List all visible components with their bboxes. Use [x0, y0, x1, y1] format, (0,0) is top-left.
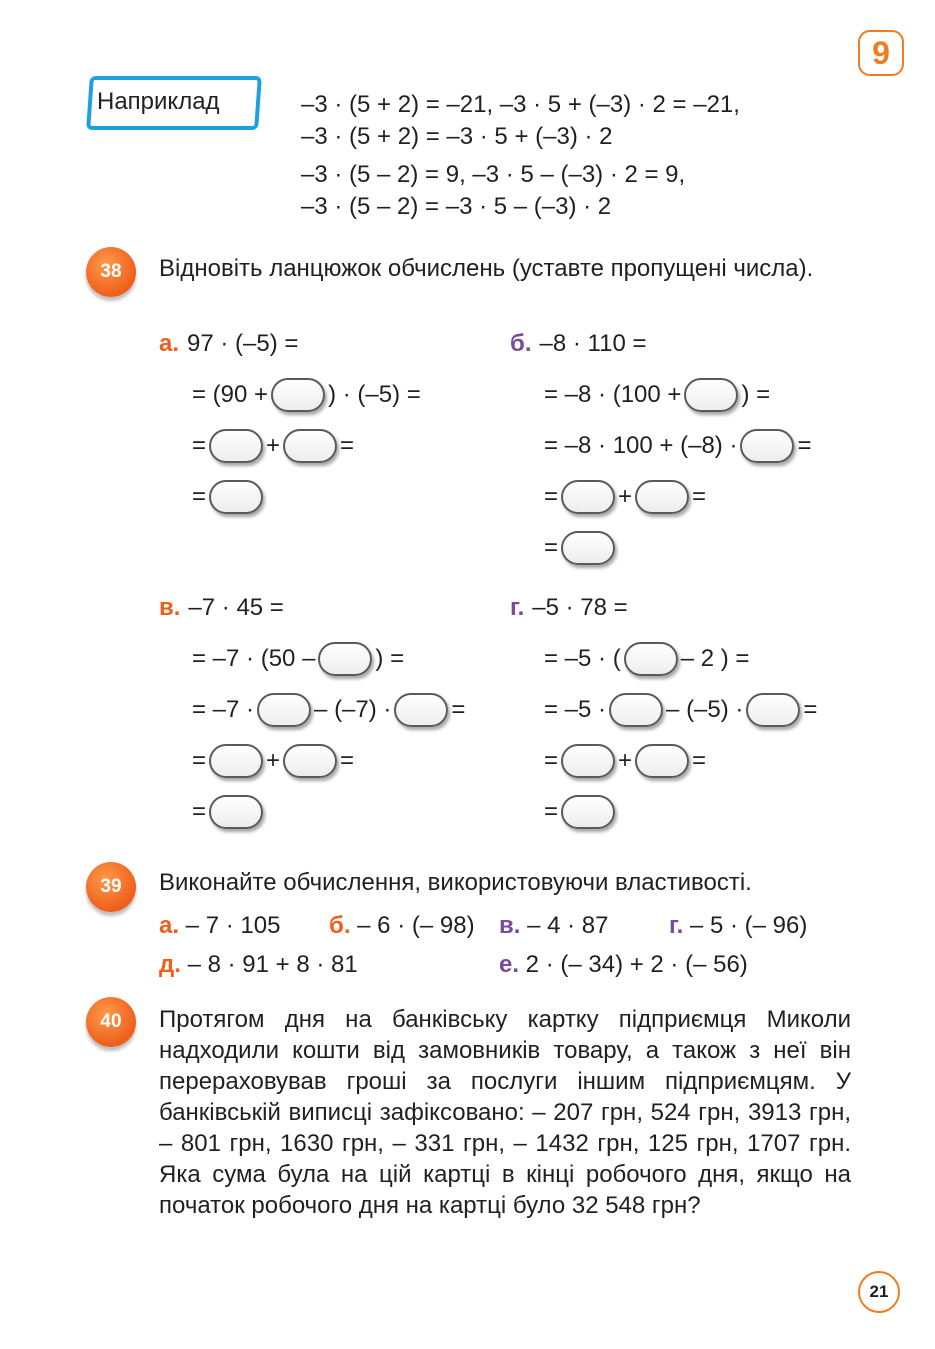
item-letter: в.	[159, 594, 181, 621]
task-38b-step-1	[544, 375, 770, 415]
expression: –5 · 78 =	[532, 594, 628, 621]
page-number: 21	[858, 1271, 900, 1313]
task-38b-step-4	[544, 528, 618, 568]
expression: = –7 · (50 –	[192, 645, 316, 672]
task-38v-step-4	[192, 792, 266, 832]
task-38a-start	[159, 324, 298, 364]
answer-blank[interactable]	[283, 429, 337, 463]
answer-blank[interactable]	[561, 531, 615, 565]
answer-blank[interactable]	[740, 429, 794, 463]
chapter-number: 9	[858, 30, 904, 76]
task-38g-step-1	[544, 639, 749, 679]
task-39-item	[159, 951, 358, 979]
equals-sign: =	[692, 747, 707, 774]
equals-sign: =	[544, 747, 559, 774]
item-letter: б.	[510, 330, 532, 357]
answer-blank[interactable]	[318, 642, 372, 676]
expression: = –5 ·	[544, 696, 607, 723]
equals-sign: =	[192, 798, 207, 825]
answer-blank[interactable]	[684, 378, 738, 412]
item-letter: б.	[329, 912, 351, 939]
expression: – 7 · 105	[179, 912, 281, 939]
equals-sign: =	[544, 534, 559, 561]
answer-blank[interactable]	[624, 642, 678, 676]
task-38b-step-3	[544, 477, 706, 517]
item-letter: е.	[499, 951, 520, 978]
expression: = –8 · (100 +	[544, 381, 682, 408]
plus-sign: +	[266, 432, 281, 459]
answer-blank[interactable]	[609, 693, 663, 727]
expression: = –5 · (	[544, 645, 621, 672]
expression: – 8 · 91 + 8 · 81	[180, 951, 358, 978]
task-38b-step-2	[544, 426, 811, 466]
answer-blank[interactable]	[635, 480, 689, 514]
item-letter: в.	[499, 912, 521, 939]
answer-blank[interactable]	[209, 795, 263, 829]
task-number-badge: 38	[86, 247, 136, 297]
task-39-item	[159, 912, 280, 940]
expression: ) =	[375, 645, 405, 672]
expression: = –8 · 100 + (–8) ·	[544, 432, 738, 459]
expression: ) · (–5) =	[328, 381, 421, 408]
expression: 2 · (– 34) + 2 · (– 56)	[519, 951, 748, 978]
answer-blank[interactable]	[283, 744, 337, 778]
equals-sign: =	[544, 483, 559, 510]
plus-sign: +	[618, 483, 633, 510]
expression: –8 · 110 =	[539, 330, 647, 357]
equals-sign: =	[544, 798, 559, 825]
equals-sign: =	[340, 432, 355, 459]
expression: – (–7) ·	[314, 696, 392, 723]
answer-blank[interactable]	[209, 744, 263, 778]
task-38g-start	[510, 588, 628, 628]
answer-blank[interactable]	[209, 429, 263, 463]
task-39-text: Виконайте обчислення, використовуючи властивості.	[159, 869, 752, 896]
task-38-text: Відновіть ланцюжок обчислень (уставте пропущені числа).	[159, 255, 814, 282]
item-letter: г.	[669, 912, 684, 939]
task-39-item	[499, 912, 608, 940]
task-number-badge: 40	[86, 997, 136, 1047]
expression: = –7 ·	[192, 696, 255, 723]
task-38g-step-2	[544, 690, 817, 730]
item-letter: а.	[159, 912, 180, 939]
equals-sign: =	[803, 696, 818, 723]
expression: – 2 ) =	[680, 645, 750, 672]
equals-sign: =	[451, 696, 466, 723]
item-letter: г.	[510, 594, 525, 621]
task-40-text: Протягом дня на банківську картку підприємця Миколи надходили кошти від замовників товару, а також з неї він перераховував гроші за послуги іншим підприємцям. У банківській виписці зафіксовано: – 207 грн, 524 грн, 3913 грн, – 801 грн, 1630 грн, – 331 грн, – 1432 грн, 125 грн, 1707 грн. Яка сума була на цій картці в кінці робочого дня, якщо на початок робочого дня на картці було 32 548 грн?	[159, 1006, 851, 1219]
answer-blank[interactable]	[746, 693, 800, 727]
item-letter: а.	[159, 330, 180, 357]
task-38v-step-2	[192, 690, 465, 730]
expression: 97 · (–5) =	[187, 330, 299, 357]
equals-sign: =	[192, 483, 207, 510]
task-39-item	[499, 951, 748, 979]
task-39-item	[669, 912, 807, 940]
expression: – 6 · (– 98)	[350, 912, 475, 939]
equals-sign: =	[692, 483, 707, 510]
expression: –7 · 45 =	[188, 594, 284, 621]
example-line-3: –3 · (5 – 2) = 9, –3 · 5 – (–3) · 2 = 9,	[301, 161, 686, 188]
task-38a-step-2	[192, 426, 354, 466]
plus-sign: +	[618, 747, 633, 774]
answer-blank[interactable]	[271, 378, 325, 412]
task-38a-step-3	[192, 477, 266, 517]
equals-sign: =	[340, 747, 355, 774]
task-38a-step-1	[192, 375, 421, 415]
expression: – 4 · 87	[520, 912, 609, 939]
expression: = (90 +	[192, 381, 269, 408]
task-38b-start	[510, 324, 646, 364]
equals-sign: =	[192, 747, 207, 774]
expression: – (–5) ·	[666, 696, 744, 723]
answer-blank[interactable]	[257, 693, 311, 727]
answer-blank[interactable]	[209, 480, 263, 514]
item-letter: д.	[159, 951, 181, 978]
expression: ) =	[741, 381, 771, 408]
task-38g-step-4	[544, 792, 618, 832]
answer-blank[interactable]	[561, 744, 615, 778]
answer-blank[interactable]	[635, 744, 689, 778]
example-label: Наприклад	[97, 88, 220, 115]
task-38v-step-3	[192, 741, 354, 781]
task-38v-start	[159, 588, 284, 628]
task-39-item	[329, 912, 475, 940]
answer-blank[interactable]	[561, 795, 615, 829]
task-number-badge: 39	[86, 862, 136, 912]
example-line-4: –3 · (5 – 2) = –3 · 5 – (–3) · 2	[301, 193, 612, 220]
task-38g-step-3	[544, 741, 706, 781]
example-line-2: –3 · (5 + 2) = –3 · 5 + (–3) · 2	[301, 123, 613, 150]
answer-blank[interactable]	[561, 480, 615, 514]
example-line-1: –3 · (5 + 2) = –21, –3 · 5 + (–3) · 2 = –21,	[301, 91, 740, 118]
equals-sign: =	[192, 432, 207, 459]
expression: – 5 · (– 96)	[683, 912, 808, 939]
plus-sign: +	[266, 747, 281, 774]
equals-sign: =	[797, 432, 812, 459]
task-38v-step-1	[192, 639, 404, 679]
answer-blank[interactable]	[394, 693, 448, 727]
